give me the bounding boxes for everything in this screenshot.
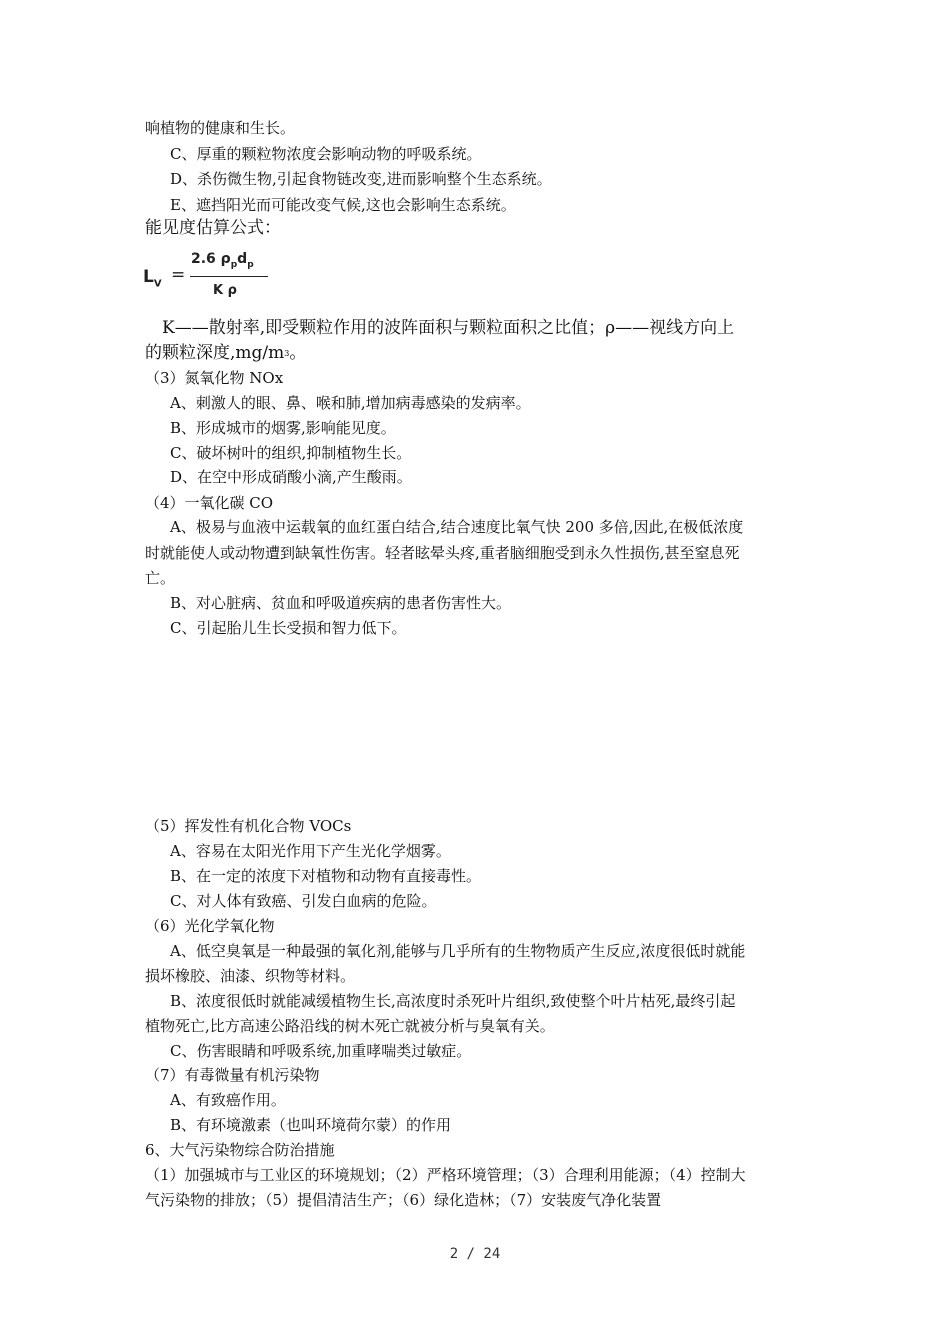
formula-heading: 能见度估算公式：: [145, 218, 281, 238]
text-line: K——散射率,即受颗粒作用的波阵面积与颗粒面积之比值；ρ——视线方向上: [162, 318, 735, 338]
text-line: 的颗粒深度$,mg/m^3$。: [145, 343, 307, 363]
text-line: E、遮挡阳光而可能改变气候,这也会影响生态系统。: [170, 196, 516, 214]
section-heading: （6）光化学氧化物: [145, 917, 275, 935]
text-line: 植物死亡,比方高速公路沿线的树木死亡就被分析与臭氧有关。: [145, 1017, 555, 1035]
text-line: D、杀伤微生物,引起食物链改变,进而影响整个生态系统。: [170, 170, 552, 188]
text-line: A、刺激人的眼、鼻、喉和肺,增加病毒感染的发病率。: [170, 394, 531, 412]
section-heading: （7）有毒微量有机污染物: [145, 1066, 320, 1084]
text-line: 气污染物的排放；（5）提倡清洁生产；（6）绿化造林；（7）安装废气净化装置: [145, 1191, 662, 1209]
text-line: B、形成城市的烟雾,影响能见度。: [170, 419, 396, 437]
text-line: B、在一定的浓度下对植物和动物有直接毒性。: [170, 867, 482, 885]
text-line: C、对人体有致癌、引发白血病的危险。: [170, 892, 437, 910]
text-line: A、低空臭氧是一种最强的氧化剂,能够与几乎所有的生物物质产生反应,浓度很低时就能: [170, 942, 746, 960]
text-line: C、破坏树叶的组织,抑制植物生长。: [170, 444, 412, 462]
text-line: 时就能使人或动物遭到缺氧性伤害。轻者眩晕头疼,重者脑细胞受到永久性损伤,甚至窒息死: [145, 544, 740, 562]
text-line: A、容易在太阳光作用下产生光化学烟雾。: [170, 842, 451, 860]
text-line: B、有环境激素（也叫环境荷尔蒙）的作用: [170, 1116, 452, 1134]
formula-equals: =: [171, 265, 186, 285]
text-line: C、引起胎儿生长受损和智力低下。: [170, 619, 407, 637]
section-heading: 6、大气污染物综合防治措施: [145, 1141, 335, 1159]
text-line: B、浓度很低时就能减缓植物生长,高浓度时杀死叶片组织,致使整个叶片枯死,最终引起: [170, 992, 736, 1010]
text-line: 损坏橡胶、油漆、织物等材料。: [145, 967, 356, 985]
text-line: （1）加强城市与工业区的环境规划；（2）严格环境管理；（3）合理利用能源；（4）控制大: [145, 1166, 746, 1184]
text-line: C、厚重的颗粒物浓度会影响动物的呼吸系统。: [170, 145, 482, 163]
formula-lhs: $L_V$: [143, 267, 162, 290]
text-line: B、对心脏病、贫血和呼吸道疾病的患者伤害性大。: [170, 594, 512, 612]
page-indicator: 2 / 24: [449, 1246, 501, 1262]
text-line: 亡。: [145, 569, 176, 587]
formula-denominator: K ρ: [213, 283, 237, 298]
text-line: A、极易与血液中运载氧的血红蛋白结合,结合速度比氧气快 200 多倍,因此,在极低浓度: [170, 518, 744, 536]
text-line: D、在空中形成硝酸小滴,产生酸雨。: [170, 468, 412, 486]
text-line: 响植物的健康和生长。: [145, 119, 296, 137]
section-heading: （4）一氧化碳 CO: [145, 494, 274, 512]
text-line: A、有致癌作用。: [170, 1091, 286, 1109]
fraction-bar: [190, 276, 268, 277]
formula-numerator: 2.6 $\rho_pd_p$: [191, 251, 254, 270]
section-heading: （5）挥发性有机化合物 VOCs: [145, 817, 352, 835]
section-heading: （3）氮氧化物 NOx: [145, 369, 284, 387]
visibility-formula: [143, 249, 273, 309]
text-line: C、伤害眼睛和呼吸系统,加重哮喘类过敏症。: [170, 1042, 472, 1060]
